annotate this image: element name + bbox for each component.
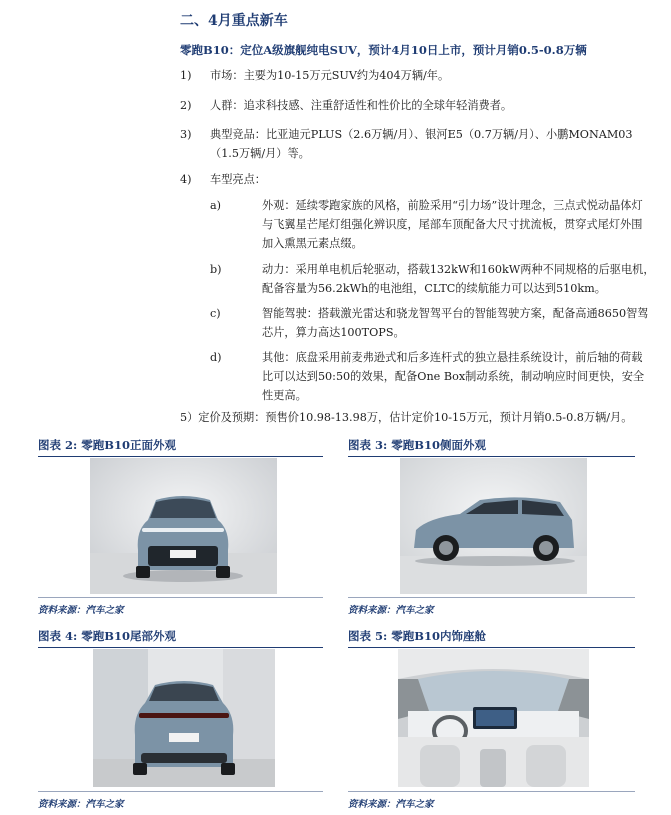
highlight-exterior-line: 加入熏黑元素点缀。 [262, 237, 363, 250]
side-view-photo [400, 458, 587, 594]
figure-rule [348, 456, 635, 457]
figure-source: 资料来源：汽车之家 [348, 799, 434, 810]
highlight-other-line: 其他：底盘采用前麦弗逊式和后多连杆式的独立悬挂系统设计，前后轴的荷载 [262, 351, 643, 364]
item-number: 3) [180, 128, 192, 141]
headline: 零跑B10：定位A级旗舰纯电SUV，预计4月10日上市，预计月销0.5-0.8万辆 [180, 43, 587, 57]
highlight-label: b) [210, 263, 222, 276]
source-rule [38, 597, 323, 598]
item-number: 2) [180, 99, 192, 112]
highlight-other-line: 比可以达到50:50的效果，配备One Box制动系统，制动响应时间更快，安全 [262, 370, 645, 383]
figure-rule [38, 647, 323, 648]
source-rule [38, 791, 323, 792]
highlight-other-line: 性更高。 [262, 389, 307, 402]
figure-source: 资料来源：汽车之家 [348, 605, 434, 616]
figure-caption: 图表 2: 零跑B10正面外观 [38, 438, 176, 452]
item-competitors-line1: 典型竞品：比亚迪元PLUS（2.6万辆/月）、银河E5（0.7万辆/月）、小鹏MONAM03 [210, 128, 633, 141]
figure-rule [38, 456, 323, 457]
highlight-power-line: 配备容量为56.2kWh的电池组，CLTC的续航能力可以达到510km。 [262, 282, 606, 295]
highlight-adas-line: 智能驾驶：搭载激光雷达和骁龙智驾平台的智能驾驶方案，配备高通8650智驾 [262, 307, 649, 320]
source-rule [348, 791, 635, 792]
highlight-power-line: 动力：采用单电机后轮驱动，搭载132kW和160kW两种不同规格的后驱电机， [262, 263, 655, 276]
item-number: 1) [180, 69, 192, 82]
highlight-label: d) [210, 351, 222, 364]
rear-view-photo [93, 649, 275, 787]
highlight-label: a) [210, 199, 222, 212]
figure-caption: 图表 3: 零跑B10侧面外观 [348, 438, 486, 452]
figure-source: 资料来源：汽车之家 [38, 799, 124, 810]
item-market: 市场：主要为10-15万元SUV约为404万辆/年。 [210, 69, 450, 82]
highlight-exterior-line: 与飞翼星芒尾灯组强化辨识度，尾部车顶配备大尺寸扰流板，贯穿式尾灯外围 [262, 218, 643, 231]
figure-caption: 图表 5: 零跑B10内饰座舱 [348, 629, 486, 643]
section-title: 二、4月重点新车 [180, 13, 288, 29]
item-highlights-heading: 车型亮点： [210, 173, 266, 186]
item-competitors-line2: （1.5万辆/月）等。 [210, 147, 310, 160]
figure-source: 资料来源：汽车之家 [38, 605, 124, 616]
interior-photo [398, 649, 589, 787]
figure-rule [348, 647, 635, 648]
pricing-line: 5）定价及预期：预售价10.98-13.98万，估计定价10-15万元，预计月销0.5-0.8万辆/月。 [180, 411, 633, 424]
item-number: 4) [180, 173, 192, 186]
source-rule [348, 597, 635, 598]
item-audience: 人群：追求科技感、注重舒适性和性价比的全球年轻消费者。 [210, 99, 513, 112]
figure-caption: 图表 4: 零跑B10尾部外观 [38, 629, 176, 643]
highlight-label: c) [210, 307, 221, 320]
front-view-photo [90, 458, 277, 594]
highlight-adas-line: 芯片，算力高达100TOPS。 [262, 326, 405, 339]
highlight-exterior-line: 外观：延续零跑家族的风格，前脸采用“引力场”设计理念，三点式悦动晶体灯 [262, 199, 643, 212]
